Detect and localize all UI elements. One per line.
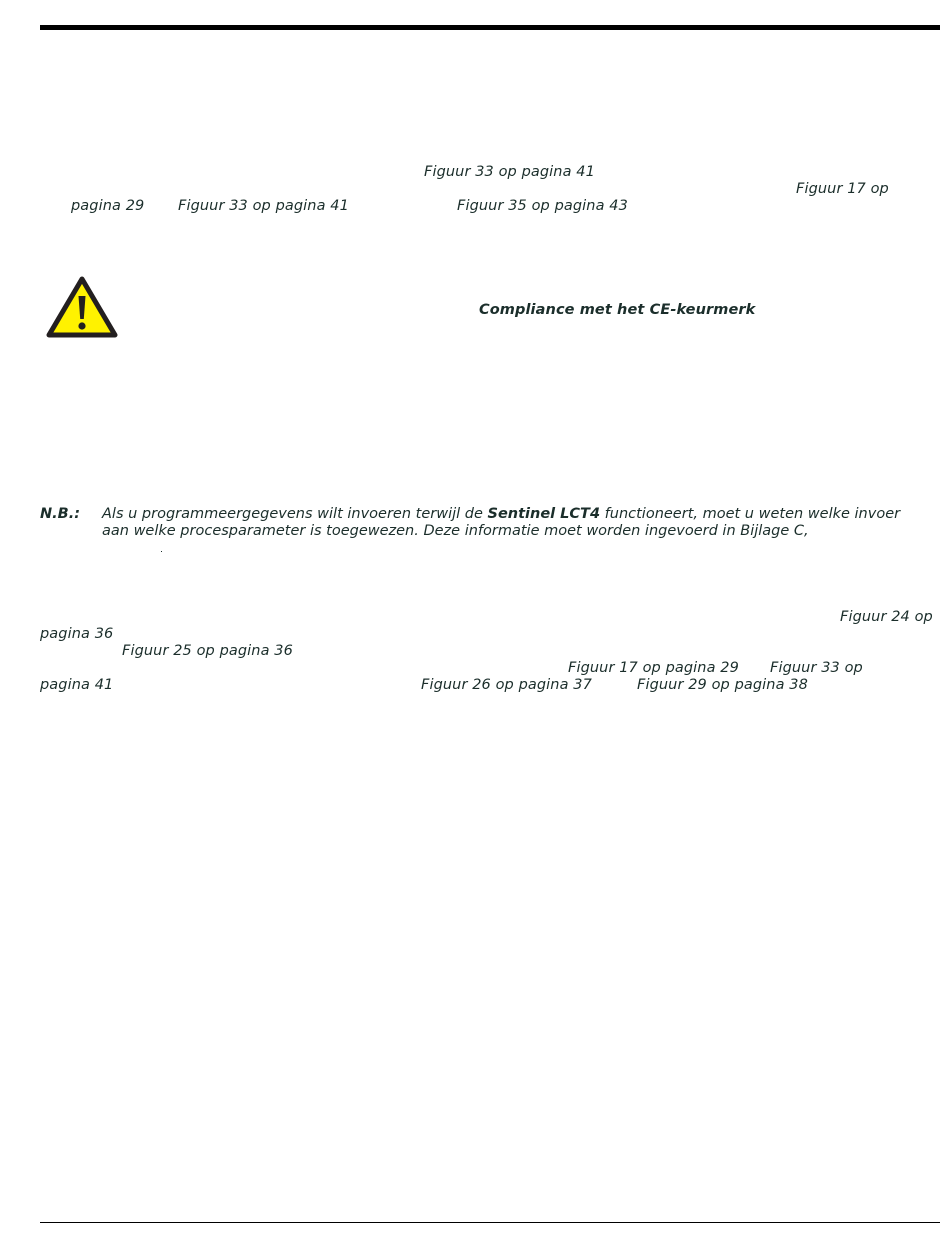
figure-ref-17-p29[interactable]: Figuur 17 op pagina 29 [568, 660, 739, 676]
figure-ref-29-p38[interactable]: Figuur 29 op pagina 38 [637, 677, 808, 693]
note-line-2: aan welke procesparameter is toegewezen. Deze informatie moet worden ingevoerd in Bijlage C, [102, 523, 809, 539]
note-line-1-pre: Als u programmeergegevens wilt invoeren terwijl de [102, 506, 488, 522]
figure-ref-33-p41[interactable]: Figuur 33 op pagina 41 [424, 164, 595, 180]
figure-ref-33-p41-b[interactable]: Figuur 33 op pagina 41 [178, 198, 349, 214]
figure-ref-17-page[interactable]: pagina 29 [71, 198, 145, 214]
note-dot [161, 551, 162, 552]
warning-triangle-icon [46, 276, 118, 338]
figure-ref-25-p36[interactable]: Figuur 25 op pagina 36 [122, 643, 293, 659]
footer-rule [40, 1222, 940, 1223]
figure-ref-24-start[interactable]: Figuur 24 op [840, 609, 933, 625]
note-line-1 [102, 506, 900, 523]
figure-ref-35-p43[interactable]: Figuur 35 op pagina 43 [457, 198, 628, 214]
note-label: N.B.: [40, 506, 81, 522]
figure-ref-26-p37[interactable]: Figuur 26 op pagina 37 [421, 677, 592, 693]
note-line-1-post: functioneert, moet u weten welke invoer [600, 506, 901, 522]
product-name: Sentinel LCT4 [487, 506, 601, 522]
figure-ref-17-start[interactable]: Figuur 17 op [796, 181, 889, 197]
figure-ref-33-start[interactable]: Figuur 33 op [770, 660, 863, 676]
ce-compliance-link[interactable]: Compliance met het CE-keurmerk [479, 302, 756, 318]
figure-ref-33-page[interactable]: pagina 41 [40, 677, 114, 693]
header-rule [40, 25, 940, 30]
figure-ref-24-page[interactable]: pagina 36 [40, 626, 114, 642]
